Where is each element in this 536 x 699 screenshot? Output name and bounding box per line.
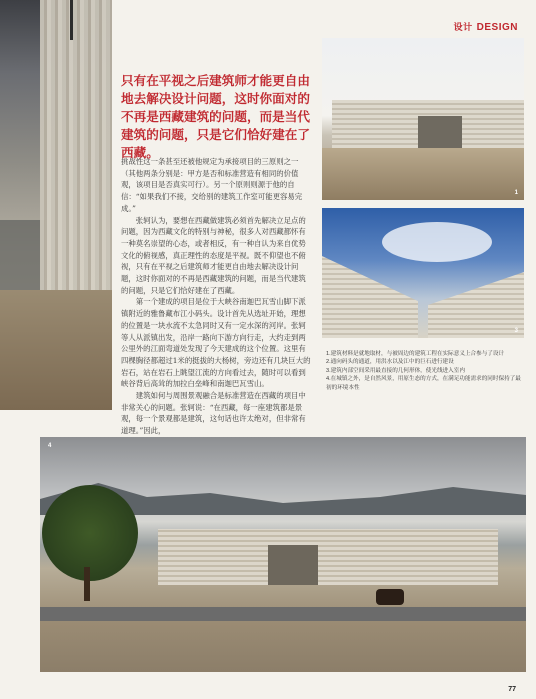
page-number: 77: [508, 686, 516, 693]
section-header: [454, 20, 518, 33]
section-header-cn: 设计: [453, 22, 473, 32]
photo-number: 1: [514, 190, 518, 196]
paragraph: 第一个建成的项目是位于大峡谷南迦巴瓦雪山脚下派镇附近的雅鲁藏布江小码头。设计首先从选址开始，理想的位置是一块水流不太急同时又有一定水深的河岸。张轲等人从派镇出发，沿岸一路向下游方向行走，大约走到两公里外的江面弯道处发现了今天建成的这个位置。这里有四棵胸径都超过1米的挺拔的大杨树，旁边还有几块巨大的岩石，站在岩石上眺望江流的方向看过去，随时可以看到峡谷背后高耸的加拉白垒峰和南迦巴瓦雪山。: [121, 297, 311, 389]
photo-captions: [326, 350, 524, 392]
caption: 3.建筑内部空间采用最直接的几何形体，使光线进入室内: [326, 367, 465, 374]
paragraph: 挑战性这一条甚至还被他规定为承接项目的三原则之一（其他两条分别是：甲方是否和标准营造有相同的价值观，该项目是否真实可行）。另一个原则则源于他的自信：“如果我们不接，交给别的建筑工作室可能更容易完成。”: [121, 157, 303, 213]
article-body: [121, 156, 313, 437]
caption: 4.在城镇之外，是自然风景，用原生态的方式，在满足功能需求的同时保持了最初的环境本性: [326, 376, 521, 391]
caption: 1.建筑材料是就地取材，与被周边的建筑工程在实际意义上合参与了设计: [326, 351, 505, 357]
photo-number: 3: [514, 328, 518, 334]
photo-number: 4: [48, 443, 52, 449]
caption: 2.通向码头的通道，用洪水以及江中的巨石进行建设: [326, 359, 454, 366]
photo-2: [322, 208, 524, 338]
paragraph: 建筑如何与周围景观融合是标准营造在西藏的项目中非常关心的问题。张轲说：“在西藏，每一座建筑都是景观，每一个景观都是建筑，这句话也许太绝对，但非常有道理。”因此，: [121, 391, 306, 436]
paragraph: 张轲认为，要想在西藏做建筑必须首先解决立足点的问题，因为西藏文化的特别与神秘，很多人对西藏都怀有一种莫名崇望的心态，或者相反，有一种自认为来自优势文化的俯视感，真正理性的态度是平视。既不仰望也不俯视，只有在平视之后建筑师才能更自由地去解决设计问题，这时你面对的不再是西藏建筑的问题，而是当代建筑的问题，只是它们恰好建在了西藏。: [121, 215, 306, 295]
photo-left-wall: [0, 0, 112, 410]
photo-1: [322, 38, 524, 200]
section-header-en: DESIGN: [476, 22, 518, 33]
photo-3: [40, 437, 526, 672]
pull-quote: 只有在平视之后建筑师才能更自由地去解决设计问题，这时你面对的不再是西藏建筑的问题，而是当代建筑的问题，只是它们恰好建在了西藏。: [121, 73, 310, 160]
